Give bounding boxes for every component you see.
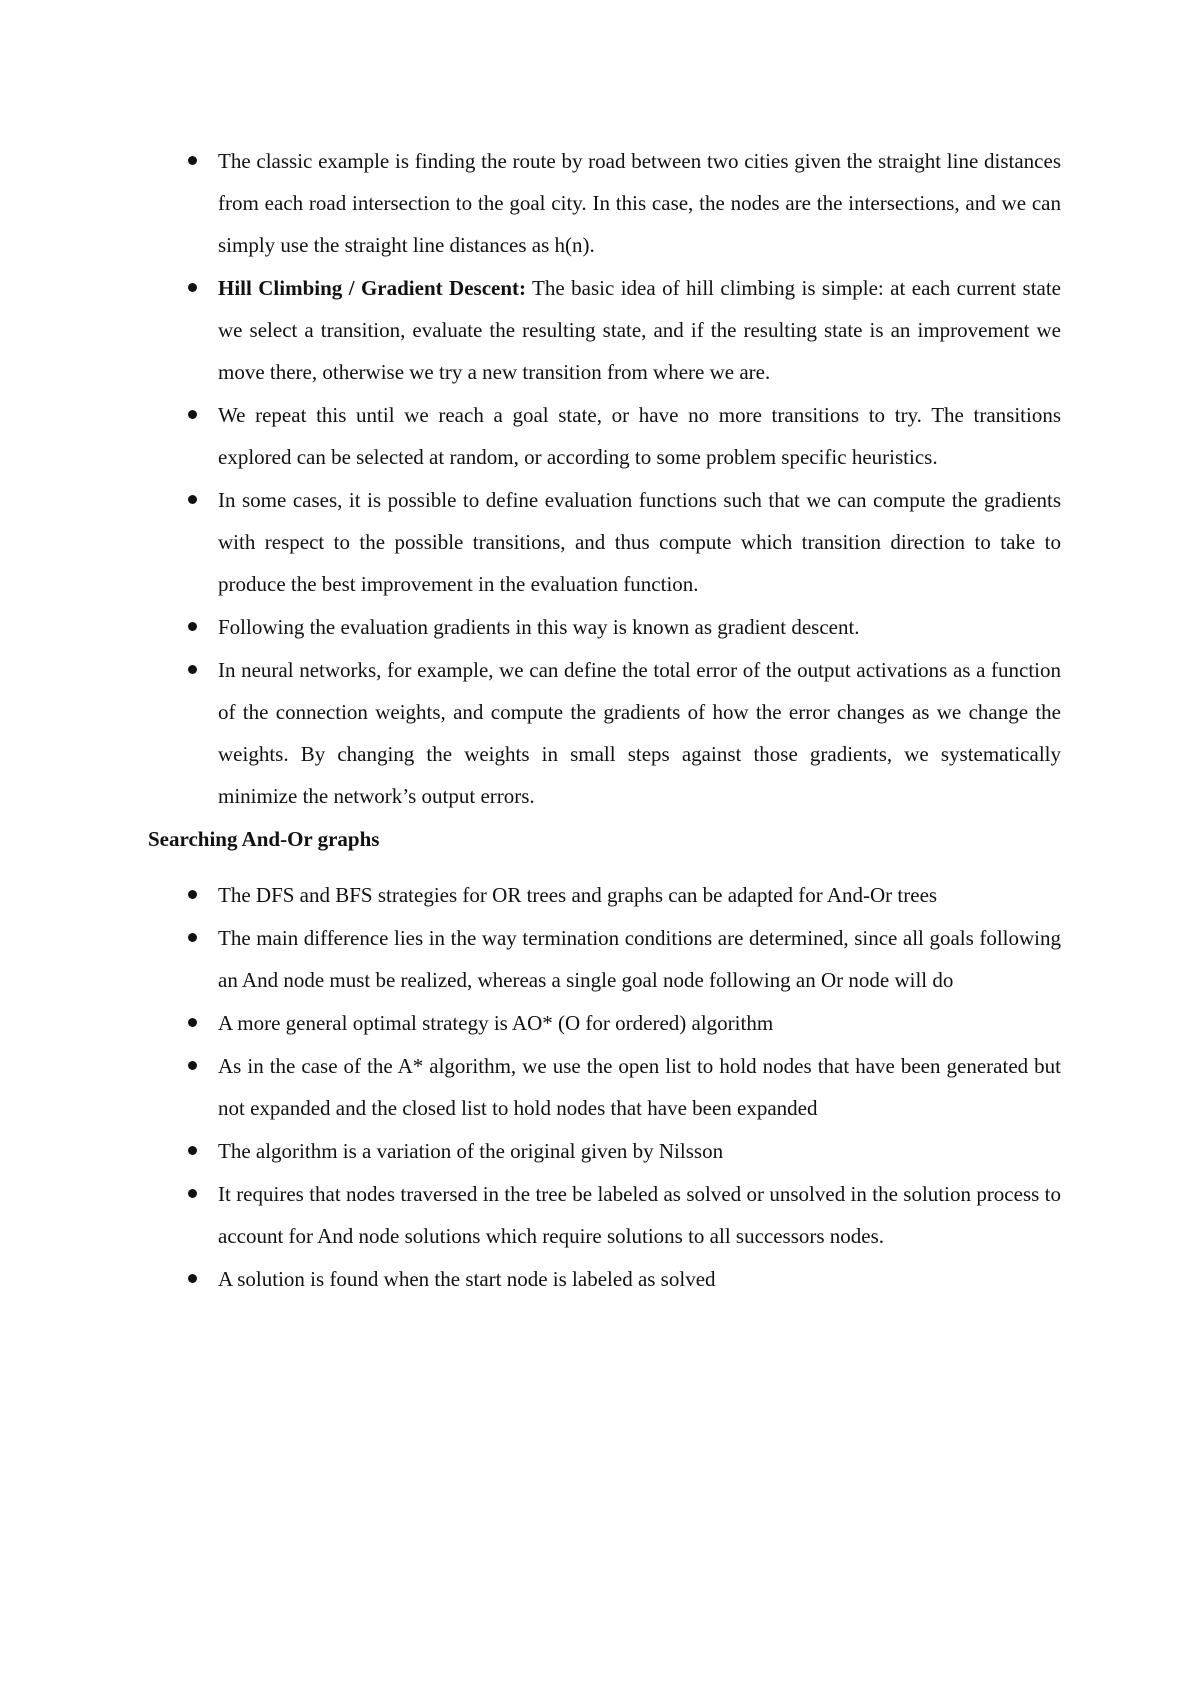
bullet-icon xyxy=(188,495,197,504)
list-item xyxy=(148,479,1061,605)
bullet-icon xyxy=(188,156,197,165)
list-item-text: The classic example is finding the route by road between two cities given the straight line distances from each road intersection to the goal city. In this case, the nodes are the intersections, and we can simply use the straight line distances as h(n). xyxy=(218,149,1061,257)
list-item-text: We repeat this until we reach a goal state, or have no more transitions to try. The transitions explored can be selected at random, or according to some problem specific heuristics. xyxy=(218,403,1061,469)
list-item-text: The main difference lies in the way termination conditions are determined, since all goals following an And node must be realized, whereas a single goal node following an Or node will do xyxy=(218,926,1061,992)
list-item-text: Following the evaluation gradients in this way is known as gradient descent. xyxy=(218,615,860,639)
bullet-list-heuristic-search xyxy=(148,140,1061,817)
page-content xyxy=(148,140,1061,1301)
list-item xyxy=(148,1130,1061,1172)
list-item-text: The basic idea of hill climbing is simple: at each current state we select a transition, evaluate the resulting state, and if the resulting state is an improvement we move there, otherwise we try a new transition from where we are. xyxy=(218,276,1062,384)
bullet-icon xyxy=(188,890,197,899)
list-item-bold-term: Hill Climbing / Gradient Descent: xyxy=(218,276,527,300)
list-item xyxy=(148,606,1061,648)
list-item xyxy=(148,917,1061,1001)
bullet-icon xyxy=(188,1061,197,1070)
bullet-icon xyxy=(188,1274,197,1283)
list-item-text: A more general optimal strategy is AO* (O for ordered) algorithm xyxy=(218,1011,774,1035)
list-item xyxy=(148,1258,1061,1300)
bullet-icon xyxy=(188,622,197,631)
bullet-icon xyxy=(188,1018,197,1027)
list-item xyxy=(148,1002,1061,1044)
bullet-icon xyxy=(188,665,197,674)
list-item-text: It requires that nodes traversed in the tree be labeled as solved or unsolved in the solution process to account for And node solutions which require solutions to all successors nodes. xyxy=(218,1182,1061,1248)
list-item xyxy=(148,394,1061,478)
bullet-list-and-or-graphs xyxy=(148,874,1061,1300)
list-item-text: In some cases, it is possible to define evaluation functions such that we can compute the gradients with respect to the possible transitions, and thus compute which transition direction to take to produce the best improvement in the evaluation function. xyxy=(218,488,1061,596)
bullet-icon xyxy=(188,410,197,419)
list-item xyxy=(148,874,1061,916)
bullet-icon xyxy=(188,283,197,292)
list-item xyxy=(148,649,1061,817)
list-item-text: As in the case of the A* algorithm, we use the open list to hold nodes that have been generated but not expanded and the closed list to hold nodes that have been expanded xyxy=(218,1054,1061,1120)
section-heading: Searching And-Or graphs xyxy=(148,827,380,851)
bullet-icon xyxy=(188,1189,197,1198)
list-item-text: In neural networks, for example, we can define the total error of the output activations as a function of the connection weights, and compute the gradients of how the error changes as we change the weights. By changing the weights in small steps against those gradients, we systematically minimize the network’s output errors. xyxy=(218,658,1061,808)
list-item xyxy=(148,140,1061,266)
list-item-text: A solution is found when the start node is labeled as solved xyxy=(218,1267,716,1291)
bullet-icon xyxy=(188,1146,197,1155)
list-item-text: The DFS and BFS strategies for OR trees and graphs can be adapted for And-Or trees xyxy=(218,883,938,907)
bullet-icon xyxy=(188,933,197,942)
list-item xyxy=(148,1045,1061,1129)
list-item xyxy=(148,267,1061,393)
list-item-text: The algorithm is a variation of the original given by Nilsson xyxy=(218,1139,724,1163)
list-item xyxy=(148,1173,1061,1257)
